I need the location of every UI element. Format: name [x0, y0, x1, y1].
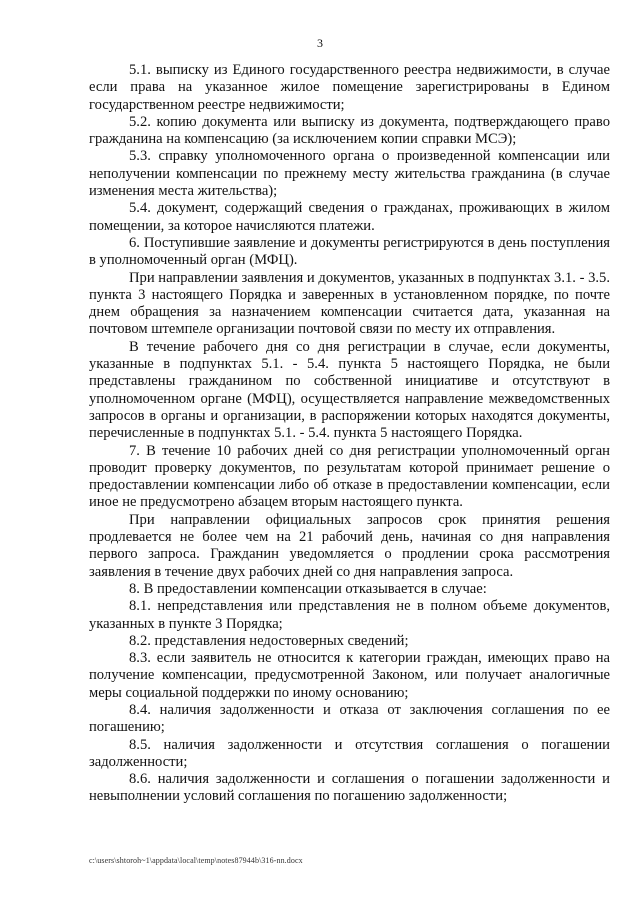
paragraph-8-2: 8.2. представления недостоверных сведений; — [129, 632, 409, 649]
document-body — [89, 62, 610, 806]
paragraph-7: 7. В течение 10 рабочих дней со дня регистрации уполномоченный орган проводит проверку документов, по результатам которой принимает решение о предоставлении компенсации либо об отказе в предоставлении компенсации, если иное не предусмотрено абзацем вторым настоящего пункта. — [89, 442, 610, 511]
paragraph-8: 8. В предоставлении компенсации отказывается в случае: — [129, 580, 487, 597]
paragraph-6-requests: В течение рабочего дня со дня регистрации в случае, если документы, указанные в подпунктах 5.1. - 5.4. пункта 5 настоящего Порядка, не были представлены гражданином по собственной инициативе и отсутствуют в уполномоченном органе (МФЦ), осуществляется направление межведомственных запросов в органы и организации, в распоряжении которых находятся документы, перечисленные в подпунктах 5.1. - 5.4. пункта 5 настоящего Порядка. — [89, 338, 610, 442]
paragraph-5-4: 5.4. документ, содержащий сведения о гражданах, проживающих в жилом помещении, за которое начисляются платежи. — [89, 200, 610, 234]
paragraph-8-4: 8.4. наличия задолженности и отказа от заключения соглашения по ее погашению; — [89, 701, 610, 736]
paragraph-7-extension: При направлении официальных запросов срок принятия решения продлевается не более чем на 21 рабочий день, начиная со дня направления первого запроса. Гражданин уведомляется о продлении срока рассмотрения заявления в течение двух рабочих дней со дня направления запроса. — [89, 511, 610, 580]
paragraph-6-mail: При направлении заявления и документов, указанных в подпунктах 3.1. - 3.5. пункта 3 настоящего Порядка и заверенных в установленном порядке, по почте днем обращения за назначением компенсации считается дата, указанная на почтовом штемпеле организации почтовой связи по месту их отправления. — [89, 269, 610, 338]
footer-file-path: c:\users\shtoroh~1\appdata\local\temp\notes87944b\316-nn.docx — [89, 856, 303, 865]
paragraph-5-2: 5.2. копию документа или выписку из документа, подтверждающего право гражданина на компенсацию (за исключением копии справки МСЭ); — [89, 113, 610, 148]
page-number: 3 — [317, 36, 323, 50]
paragraph-8-5: 8.5. наличия задолженности и отсутствия соглашения о погашении задолженности; — [89, 736, 610, 770]
paragraph-5-3: 5.3. справку уполномоченного органа о произведенной компенсации или неполучении компенсации по прежнему месту жительства гражданина (в случае изменения места жительства); — [89, 148, 610, 200]
paragraph-8-1: 8.1. непредставления или представления не в полном объеме документов, указанных в пункте 3 Порядка; — [89, 598, 610, 632]
paragraph-5-1: 5.1. выписку из Единого государственного реестра недвижимости, в случае если права на указанное жилое помещение зарегистрированы в Едином государственном реестре недвижимости; — [89, 62, 610, 113]
paragraph-8-6: 8.6. наличия задолженности и соглашения о погашении задолженности и невыполнении условий соглашения по погашению задолженности; — [89, 771, 610, 805]
paragraph-8-3: 8.3. если заявитель не относится к категории граждан, имеющих право на получение компенсации, предусмотренной Законом, или получает аналогичные меры социальной поддержки по иному основанию; — [89, 650, 610, 701]
paragraph-6: 6. Поступившие заявление и документы регистрируются в день поступления в уполномоченный орган (МФЦ). — [89, 234, 610, 269]
